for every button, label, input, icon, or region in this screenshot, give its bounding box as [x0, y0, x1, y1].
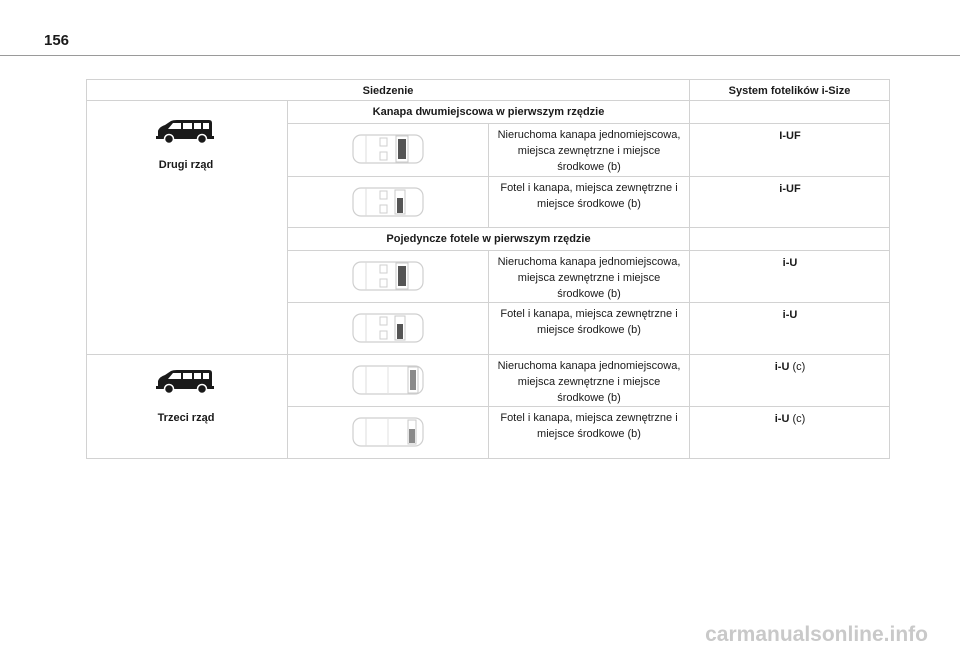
page-number: 156: [44, 32, 70, 49]
grid-line: [488, 123, 489, 227]
isize-value: [690, 413, 890, 425]
isize-code: i-U: [782, 257, 798, 269]
grid-line: [86, 100, 890, 101]
footnote-ref: (c): [792, 361, 806, 373]
row-description: Fotel i kanapa, miejsca zewnętrzne i miejsce środkowe (b): [500, 308, 678, 336]
header-isize: System fotelików i-Size: [728, 85, 851, 97]
seat-layout-icon: [352, 260, 424, 292]
isize-value: [690, 183, 890, 195]
grid-line: [288, 176, 890, 177]
grid-line: [287, 100, 288, 459]
row-description: Nieruchoma kanapa jednomiejscowa, miejsca zewnętrzne i miejsce środkowe (b): [497, 129, 681, 173]
isize-value: [690, 130, 890, 142]
row-label-second: Drugi rząd: [158, 159, 214, 171]
grid-line: [288, 302, 890, 303]
van-side-icon: [155, 118, 215, 145]
isize-code: i-U: [774, 413, 790, 425]
grid-line: [488, 250, 489, 459]
seat-layout-icon: [352, 312, 424, 344]
row-label-third: Trzeci rząd: [157, 412, 215, 424]
row-description: Nieruchoma kanapa jednomiejscowa, miejsca zewnętrzne i miejsce środkowe (b): [497, 256, 681, 300]
grid-line: [288, 250, 890, 251]
seat-layout-icon: [352, 186, 424, 218]
isize-value: [690, 309, 890, 321]
footnote-ref: (c): [792, 413, 806, 425]
grid-line: [86, 79, 890, 80]
top-rule: [0, 55, 960, 56]
group-single-seats-header: Pojedyncze fotele w pierwszym rzędzie: [386, 233, 591, 245]
isize-code: i-U: [782, 309, 798, 321]
isize-value: [690, 361, 890, 373]
isize-value: [690, 257, 890, 269]
row-description: Fotel i kanapa, miejsca zewnętrzne i miejsce środkowe (b): [500, 182, 678, 210]
watermark-footer: carmanualsonline.info: [705, 623, 928, 646]
isize-code: I-UF: [779, 130, 801, 142]
grid-line: [288, 227, 890, 228]
isize-code: i-U: [774, 361, 790, 373]
row-description: Fotel i kanapa, miejsca zewnętrzne i miejsce środkowe (b): [500, 412, 678, 440]
seat-layout-icon: [352, 364, 424, 396]
header-seat: Siedzenie: [362, 85, 414, 97]
grid-line: [86, 79, 87, 459]
row-description: Nieruchoma kanapa jednomiejscowa, miejsca zewnętrzne i miejsce środkowe (b): [497, 360, 681, 404]
grid-line: [288, 123, 890, 124]
group-bench-header: Kanapa dwumiejscowa w pierwszym rzędzie: [372, 106, 605, 118]
grid-line: [288, 406, 890, 407]
seat-layout-icon: [352, 133, 424, 165]
van-side-icon: [155, 368, 215, 395]
seat-layout-icon: [352, 416, 424, 448]
isize-code: i-UF: [779, 183, 801, 195]
